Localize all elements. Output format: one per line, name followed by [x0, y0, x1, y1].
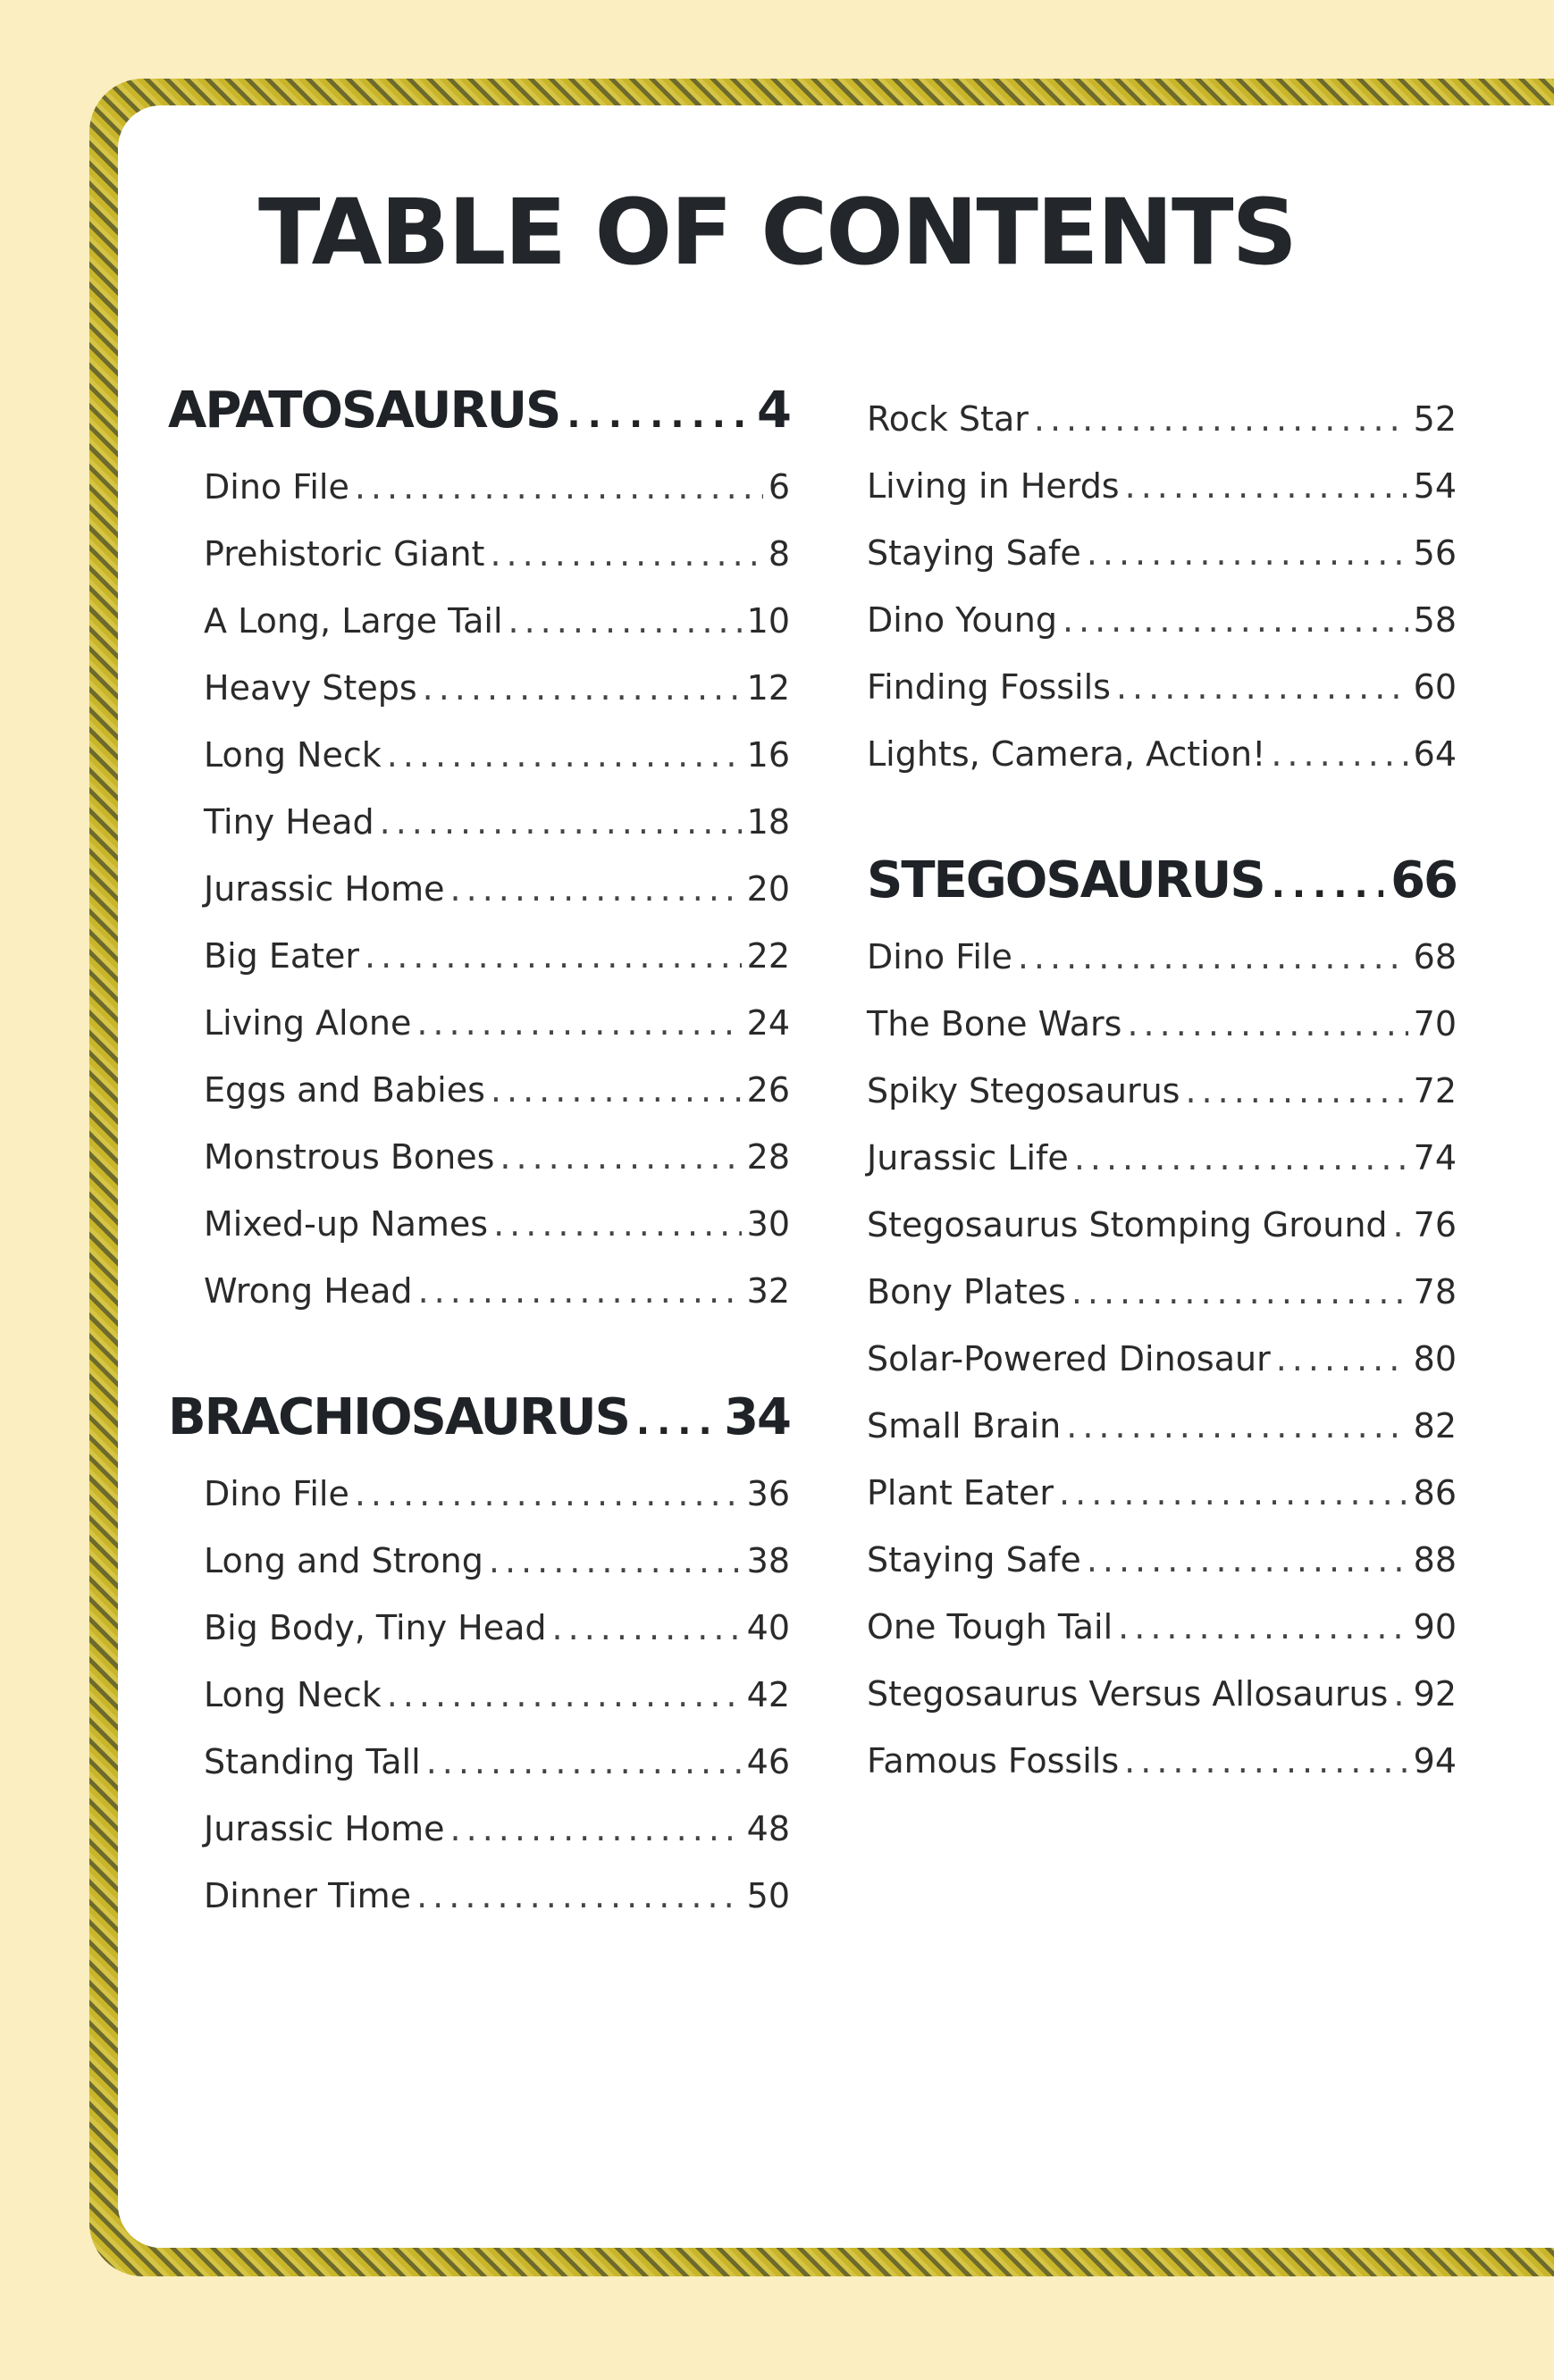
toc-entry-page-number: 30	[746, 1204, 790, 1244]
dot-leader	[426, 1729, 742, 1796]
toc-entry[interactable]	[867, 1527, 1457, 1594]
toc-entry[interactable]	[168, 990, 790, 1057]
dot-leader	[1071, 1259, 1408, 1326]
toc-entry-label: Dino File	[867, 937, 1012, 976]
dot-leader	[1393, 1661, 1407, 1728]
toc-entry[interactable]	[867, 654, 1457, 721]
dot-leader	[1087, 1527, 1408, 1594]
toc-entry-page-number: 48	[746, 1809, 790, 1848]
toc-entry[interactable]	[867, 924, 1457, 991]
toc-entry-page-number: 20	[746, 869, 790, 909]
dot-leader	[355, 454, 763, 521]
section-page-number: 4	[757, 381, 790, 440]
toc-entry[interactable]	[168, 454, 790, 521]
toc-entry[interactable]	[867, 587, 1457, 654]
toc-entry-page-number: 92	[1413, 1674, 1457, 1714]
toc-entry-label: Famous Fossils	[867, 1741, 1120, 1781]
toc-entry[interactable]	[867, 386, 1457, 453]
dot-leader	[1393, 1192, 1408, 1259]
dot-leader	[1059, 1460, 1408, 1527]
toc-left-column	[168, 368, 790, 1930]
toc-entry-label: Long Neck	[204, 1675, 382, 1714]
toc-entry-label: A Long, Large Tail	[204, 601, 503, 641]
toc-entry-page-number: 56	[1413, 533, 1457, 573]
toc-entry-page-number: 22	[746, 936, 790, 976]
toc-entry-label: Wrong Head	[204, 1271, 413, 1311]
section-spacer	[168, 1325, 790, 1375]
section-spacer	[867, 788, 1457, 838]
toc-entry-label: Solar-Powered Dinosaur	[867, 1339, 1271, 1379]
dot-leader	[416, 1863, 742, 1930]
toc-entry[interactable]	[867, 520, 1457, 587]
toc-entry-label: Stegosaurus Stomping Ground	[867, 1205, 1388, 1244]
toc-entry-page-number: 72	[1413, 1071, 1457, 1110]
toc-entry[interactable]	[867, 1192, 1457, 1259]
toc-entry[interactable]	[867, 1259, 1457, 1326]
toc-entry-label: Jurassic Home	[204, 1809, 445, 1848]
toc-entry-page-number: 74	[1413, 1138, 1457, 1177]
dot-leader	[1271, 721, 1407, 788]
dot-leader	[567, 373, 750, 458]
dot-leader	[489, 1528, 742, 1595]
toc-entry[interactable]	[867, 1058, 1457, 1125]
toc-entry-page-number: 76	[1413, 1205, 1457, 1244]
dot-leader	[1087, 520, 1408, 587]
toc-entry[interactable]	[168, 722, 790, 789]
toc-entry-label: Dinner Time	[204, 1876, 412, 1915]
toc-entry-page-number: 28	[746, 1137, 790, 1177]
toc-entry-page-number: 60	[1413, 667, 1457, 707]
toc-entry[interactable]	[168, 1796, 790, 1863]
toc-entry-page-number: 38	[746, 1541, 790, 1580]
dot-leader	[1074, 1125, 1408, 1192]
toc-entry-page-number: 80	[1413, 1339, 1457, 1379]
section-title: STEGOSAURUS	[867, 851, 1264, 909]
dot-leader	[1034, 386, 1408, 453]
toc-entry-page-number: 50	[746, 1876, 790, 1915]
toc-entry[interactable]	[867, 1326, 1457, 1393]
toc-entry-label: Jurassic Home	[204, 869, 445, 909]
toc-entry-label: Tiny Head	[204, 802, 374, 842]
toc-entry-label: Stegosaurus Versus Allosaurus	[867, 1674, 1389, 1714]
toc-entry-page-number: 70	[1413, 1004, 1457, 1043]
toc-entry[interactable]	[867, 1125, 1457, 1192]
toc-entry[interactable]	[867, 1728, 1457, 1795]
dot-leader	[508, 588, 742, 655]
dot-leader	[1066, 1393, 1407, 1460]
section-page-number: 66	[1390, 851, 1457, 909]
dot-leader	[1185, 1058, 1407, 1125]
toc-entry-page-number: 8	[768, 534, 790, 574]
toc-entry-label: Bony Plates	[867, 1272, 1066, 1312]
toc-entry-page-number: 6	[768, 467, 790, 507]
dot-leader	[387, 1662, 742, 1729]
toc-entry-page-number: 12	[746, 668, 790, 708]
dot-leader	[450, 856, 742, 923]
page-title: TABLE OF CONTENTS	[257, 180, 1296, 286]
toc-entry-page-number: 18	[746, 802, 790, 842]
toc-entry-page-number: 46	[746, 1742, 790, 1781]
toc-entry-label: Staying Safe	[867, 533, 1081, 573]
dot-leader	[491, 1057, 742, 1124]
dot-leader	[1272, 842, 1383, 928]
toc-entry[interactable]	[867, 991, 1457, 1058]
dot-leader	[500, 1124, 741, 1191]
toc-entry-page-number: 24	[746, 1003, 790, 1043]
toc-entry[interactable]	[168, 789, 790, 856]
toc-entry-label: Small Brain	[867, 1406, 1062, 1446]
dot-leader	[636, 1379, 717, 1465]
toc-entry[interactable]	[168, 1258, 790, 1325]
toc-entry-page-number: 68	[1413, 937, 1457, 976]
toc-entry-page-number: 82	[1413, 1406, 1457, 1446]
toc-entry[interactable]	[168, 588, 790, 655]
dot-leader	[1118, 1594, 1407, 1661]
section-title: APATOSAURUS	[168, 381, 560, 440]
dot-leader	[1018, 924, 1408, 991]
toc-entry[interactable]	[867, 1661, 1457, 1728]
toc-entry-label: Dino Young	[867, 600, 1057, 640]
toc-entry-label: Rock Star	[867, 399, 1029, 439]
toc-entry-label: Big Body, Tiny Head	[204, 1608, 547, 1647]
toc-entry-label: Dino File	[204, 467, 349, 507]
toc-entry[interactable]	[867, 1393, 1457, 1460]
toc-entry-label: Monstrous Bones	[204, 1137, 495, 1177]
dot-leader	[493, 1191, 742, 1258]
dot-leader	[450, 1796, 742, 1863]
toc-entry-label: Plant Eater	[867, 1473, 1054, 1513]
dot-leader	[365, 923, 742, 990]
toc-entry-label: Big Eater	[204, 936, 360, 976]
toc-entry[interactable]	[168, 1863, 790, 1930]
toc-entry[interactable]	[168, 856, 790, 923]
toc-entry[interactable]	[168, 1662, 790, 1729]
toc-entry[interactable]	[168, 1191, 790, 1258]
dot-leader	[1116, 654, 1408, 721]
toc-entry[interactable]	[867, 721, 1457, 788]
dot-leader	[1127, 991, 1407, 1058]
toc-entry-label: Dino File	[204, 1474, 349, 1513]
dot-leader	[1063, 587, 1408, 654]
toc-entry[interactable]	[168, 655, 790, 722]
toc-entry-label: Long Neck	[204, 735, 382, 775]
toc-entry-label: Long and Strong	[204, 1541, 483, 1580]
dot-leader	[1125, 453, 1408, 520]
toc-entry-label: Standing Tall	[204, 1742, 421, 1781]
toc-entry-page-number: 16	[746, 735, 790, 775]
dot-leader	[418, 1258, 742, 1325]
toc-entry-page-number: 26	[746, 1070, 790, 1110]
toc-entry[interactable]	[867, 1594, 1457, 1661]
toc-entry-label: Heavy Steps	[204, 668, 417, 708]
toc-entry-page-number: 42	[746, 1675, 790, 1714]
toc-entry[interactable]	[867, 453, 1457, 520]
section-title: BRACHIOSAURUS	[168, 1388, 629, 1446]
toc-entry-page-number: 32	[746, 1271, 790, 1311]
toc-entry-label: One Tough Tail	[867, 1607, 1113, 1647]
dot-leader	[416, 990, 741, 1057]
toc-entry-label: Lights, Camera, Action!	[867, 734, 1266, 774]
toc-entry[interactable]	[168, 1595, 790, 1662]
dot-leader	[355, 1461, 742, 1528]
toc-entry-page-number: 36	[746, 1474, 790, 1513]
toc-entry-page-number: 90	[1413, 1607, 1457, 1647]
dot-leader	[552, 1595, 742, 1662]
toc-entry[interactable]	[168, 521, 790, 588]
toc-entry[interactable]	[168, 1057, 790, 1124]
toc-entry-page-number: 10	[746, 601, 790, 641]
toc-entry-label: Jurassic Life	[867, 1138, 1069, 1177]
toc-entry-page-number: 54	[1413, 466, 1457, 506]
toc-entry[interactable]	[168, 1729, 790, 1796]
dot-leader	[387, 722, 742, 789]
toc-right-column	[867, 386, 1457, 1795]
toc-entry[interactable]	[168, 1528, 790, 1595]
toc-entry-label: Staying Safe	[867, 1540, 1081, 1580]
section-page-number: 34	[724, 1388, 790, 1446]
toc-entry-page-number: 94	[1413, 1741, 1457, 1781]
toc-entry-page-number: 40	[746, 1608, 790, 1647]
toc-entry-page-number: 58	[1413, 600, 1457, 640]
toc-entry-label: Mixed-up Names	[204, 1204, 489, 1244]
toc-entry-page-number: 78	[1413, 1272, 1457, 1312]
dot-leader	[490, 521, 762, 588]
toc-entry-label: Spiky Stegosaurus	[867, 1071, 1180, 1110]
dot-leader	[380, 789, 742, 856]
toc-entry[interactable]	[168, 1124, 790, 1191]
toc-entry-page-number: 64	[1413, 734, 1457, 774]
toc-entry[interactable]	[168, 1461, 790, 1528]
toc-section-heading[interactable]	[867, 838, 1457, 924]
dot-leader	[1276, 1326, 1408, 1393]
toc-entry-label: Living in Herds	[867, 466, 1120, 506]
toc-entry-page-number: 52	[1413, 399, 1457, 439]
toc-entry-page-number: 88	[1413, 1540, 1457, 1580]
dot-leader	[1124, 1728, 1407, 1795]
toc-entry[interactable]	[168, 923, 790, 990]
toc-entry-label: Living Alone	[204, 1003, 412, 1043]
toc-entry-page-number: 86	[1413, 1473, 1457, 1513]
toc-section-heading[interactable]	[168, 1375, 790, 1461]
toc-entry-label: The Bone Wars	[867, 1004, 1122, 1043]
toc-entry-label: Eggs and Babies	[204, 1070, 485, 1110]
toc-entry-label: Prehistoric Giant	[204, 534, 485, 574]
toc-section-heading[interactable]	[168, 368, 790, 454]
dot-leader	[423, 655, 742, 722]
toc-entry-label: Finding Fossils	[867, 667, 1111, 707]
toc-entry[interactable]	[867, 1460, 1457, 1527]
